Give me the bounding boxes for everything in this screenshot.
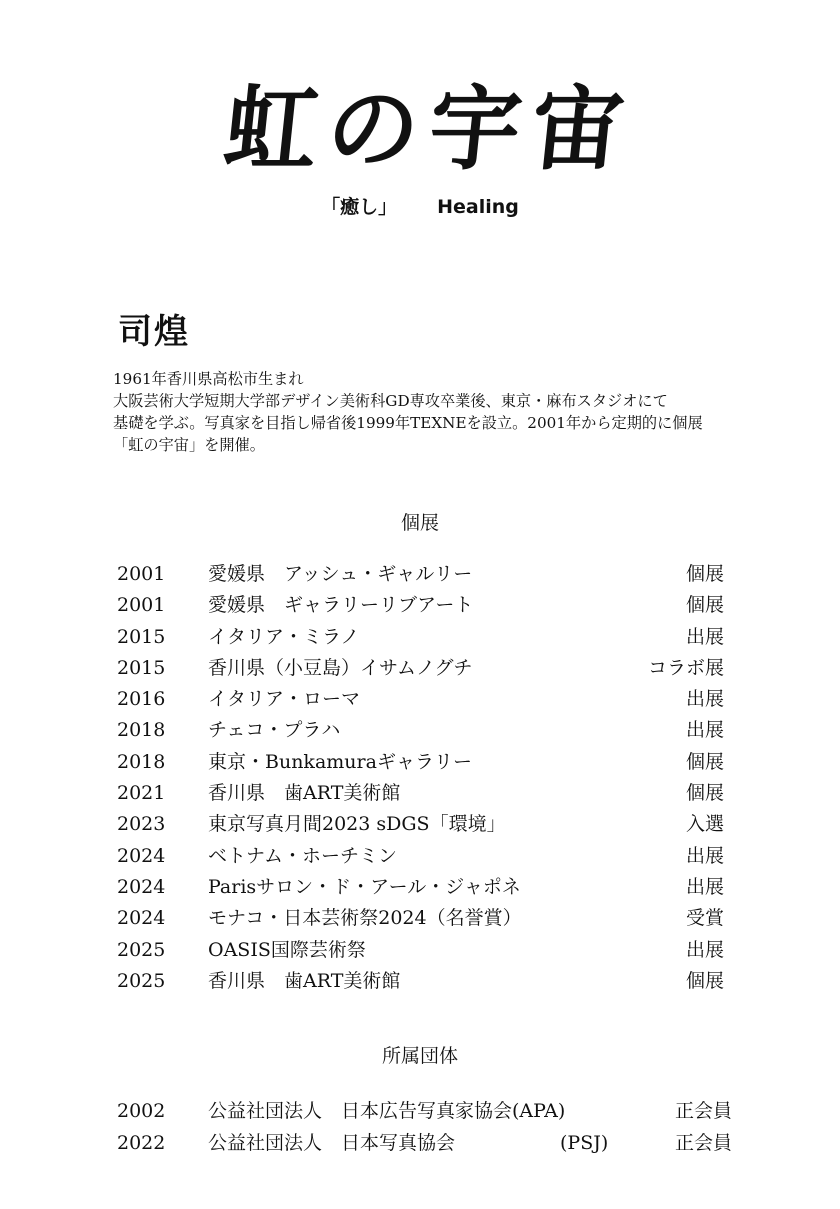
exhibition-year: 2021 [117,782,166,805]
exhibition-type: 個展 [685,563,724,585]
exhibition-row [0,966,840,997]
exhibition-row [0,809,840,840]
exhibition-name: 東京写真月間2023 sDGS「環境」 [208,813,506,836]
exhibition-type: 個展 [685,782,724,805]
exhibition-name: Parisサロン・ド・アール・ジャポネ [208,875,521,898]
exhibition-name: 香川県 歯ART美術館 [208,782,401,805]
exhibition-type: 入選 [685,813,724,836]
subtitle-jp: 「癒し」 [321,196,398,218]
membership-org: 公益社団法人 日本広告写真家協会(APA) [208,1100,566,1122]
exhibition-type: コラボ展 [647,656,724,679]
exhibition-year: 2025 [117,938,166,961]
exhibition-name: 愛媛県 ギャラリーリブアート [208,594,474,617]
membership-role: 正会員 [674,1100,732,1122]
exhibition-type: 出展 [685,688,724,711]
exhibition-type: 個展 [685,969,724,992]
bio-line: 「虹の宇宙」を開催。 [113,436,265,454]
membership-abbr: (PSJ) [560,1132,609,1154]
membership-role: 正会員 [674,1132,732,1154]
exhibition-row [0,559,840,590]
signature-text: 司煌 [118,311,190,352]
membership-year: 2022 [117,1132,166,1154]
exhibition-name: 香川県 歯ART美術館 [208,969,401,992]
exhibition-row [0,872,840,903]
exhibition-year: 2025 [117,969,166,992]
exhibition-year: 2001 [117,563,166,585]
exhibition-row [0,715,840,746]
exhibition-type: 出展 [685,719,724,742]
membership-org: 公益社団法人 日本写真協会 [208,1132,456,1154]
exhibitions-table [0,559,840,997]
bio-line: 1961年香川県高松市生まれ [113,370,304,388]
exhibition-name: チェコ・プラハ [208,719,341,742]
exhibition-year: 2001 [117,594,166,617]
exhibition-name: 香川県（小豆島）イサムノグチ [208,656,473,679]
exhibitions-title: 個展 [400,512,439,534]
exhibition-name: イタリア・ミラノ [208,625,360,648]
exhibition-year: 2024 [117,907,166,930]
exhibition-type: 出展 [685,625,724,648]
membership-row [0,1095,840,1127]
calligraphy-title [220,52,640,192]
exhibition-type: 個展 [685,594,724,617]
exhibition-name: ベトナム・ホーチミン [208,844,398,867]
membership-year: 2002 [117,1100,166,1122]
exhibition-type: 個展 [685,750,724,773]
exhibition-name: 東京・Bunkamuraギャラリー [208,750,472,773]
exhibition-row [0,747,840,778]
exhibition-row [0,935,840,966]
exhibition-row [0,653,840,684]
bio-line: 基礎を学ぶ。写真家を目指し帰省後1999年TEXNEを設立。2001年から定期的に個展 [113,414,703,432]
subtitle-en: Healing [437,196,519,218]
exhibition-year: 2024 [117,844,166,867]
exhibition-year: 2023 [117,813,166,836]
exhibition-type: 出展 [685,844,724,867]
exhibition-year: 2015 [117,625,166,648]
exhibition-row [0,778,840,809]
exhibition-name: モナコ・日本芸術祭2024（名誉賞） [208,907,522,930]
memberships-table [0,1095,840,1159]
membership-row [0,1127,840,1159]
exhibition-type: 出展 [685,875,724,898]
exhibition-year: 2016 [117,688,166,711]
exhibition-row [0,684,840,715]
exhibition-name: イタリア・ローマ [208,688,361,711]
exhibition-year: 2018 [117,750,166,773]
subtitle [0,192,840,219]
exhibition-year: 2024 [117,875,166,898]
exhibition-year: 2018 [117,719,166,742]
artist-signature [118,304,248,352]
exhibition-year: 2015 [117,656,166,679]
biography [113,368,743,456]
exhibition-row [0,590,840,621]
bio-line: 大阪芸術大学短期大学部デザイン美術科GD専攻卒業後、東京・麻布スタジオにて [113,392,668,410]
title-text: 虹の宇宙 [219,75,639,183]
exhibition-name: 愛媛県 アッシュ・ギャルリー [208,563,473,585]
exhibition-row [0,841,840,872]
exhibition-type: 受賞 [685,907,724,930]
exhibition-name: OASIS国際芸術祭 [208,938,366,961]
memberships-title: 所属団体 [381,1045,458,1067]
exhibition-type: 出展 [685,938,724,961]
exhibition-row [0,622,840,653]
exhibition-row [0,903,840,934]
